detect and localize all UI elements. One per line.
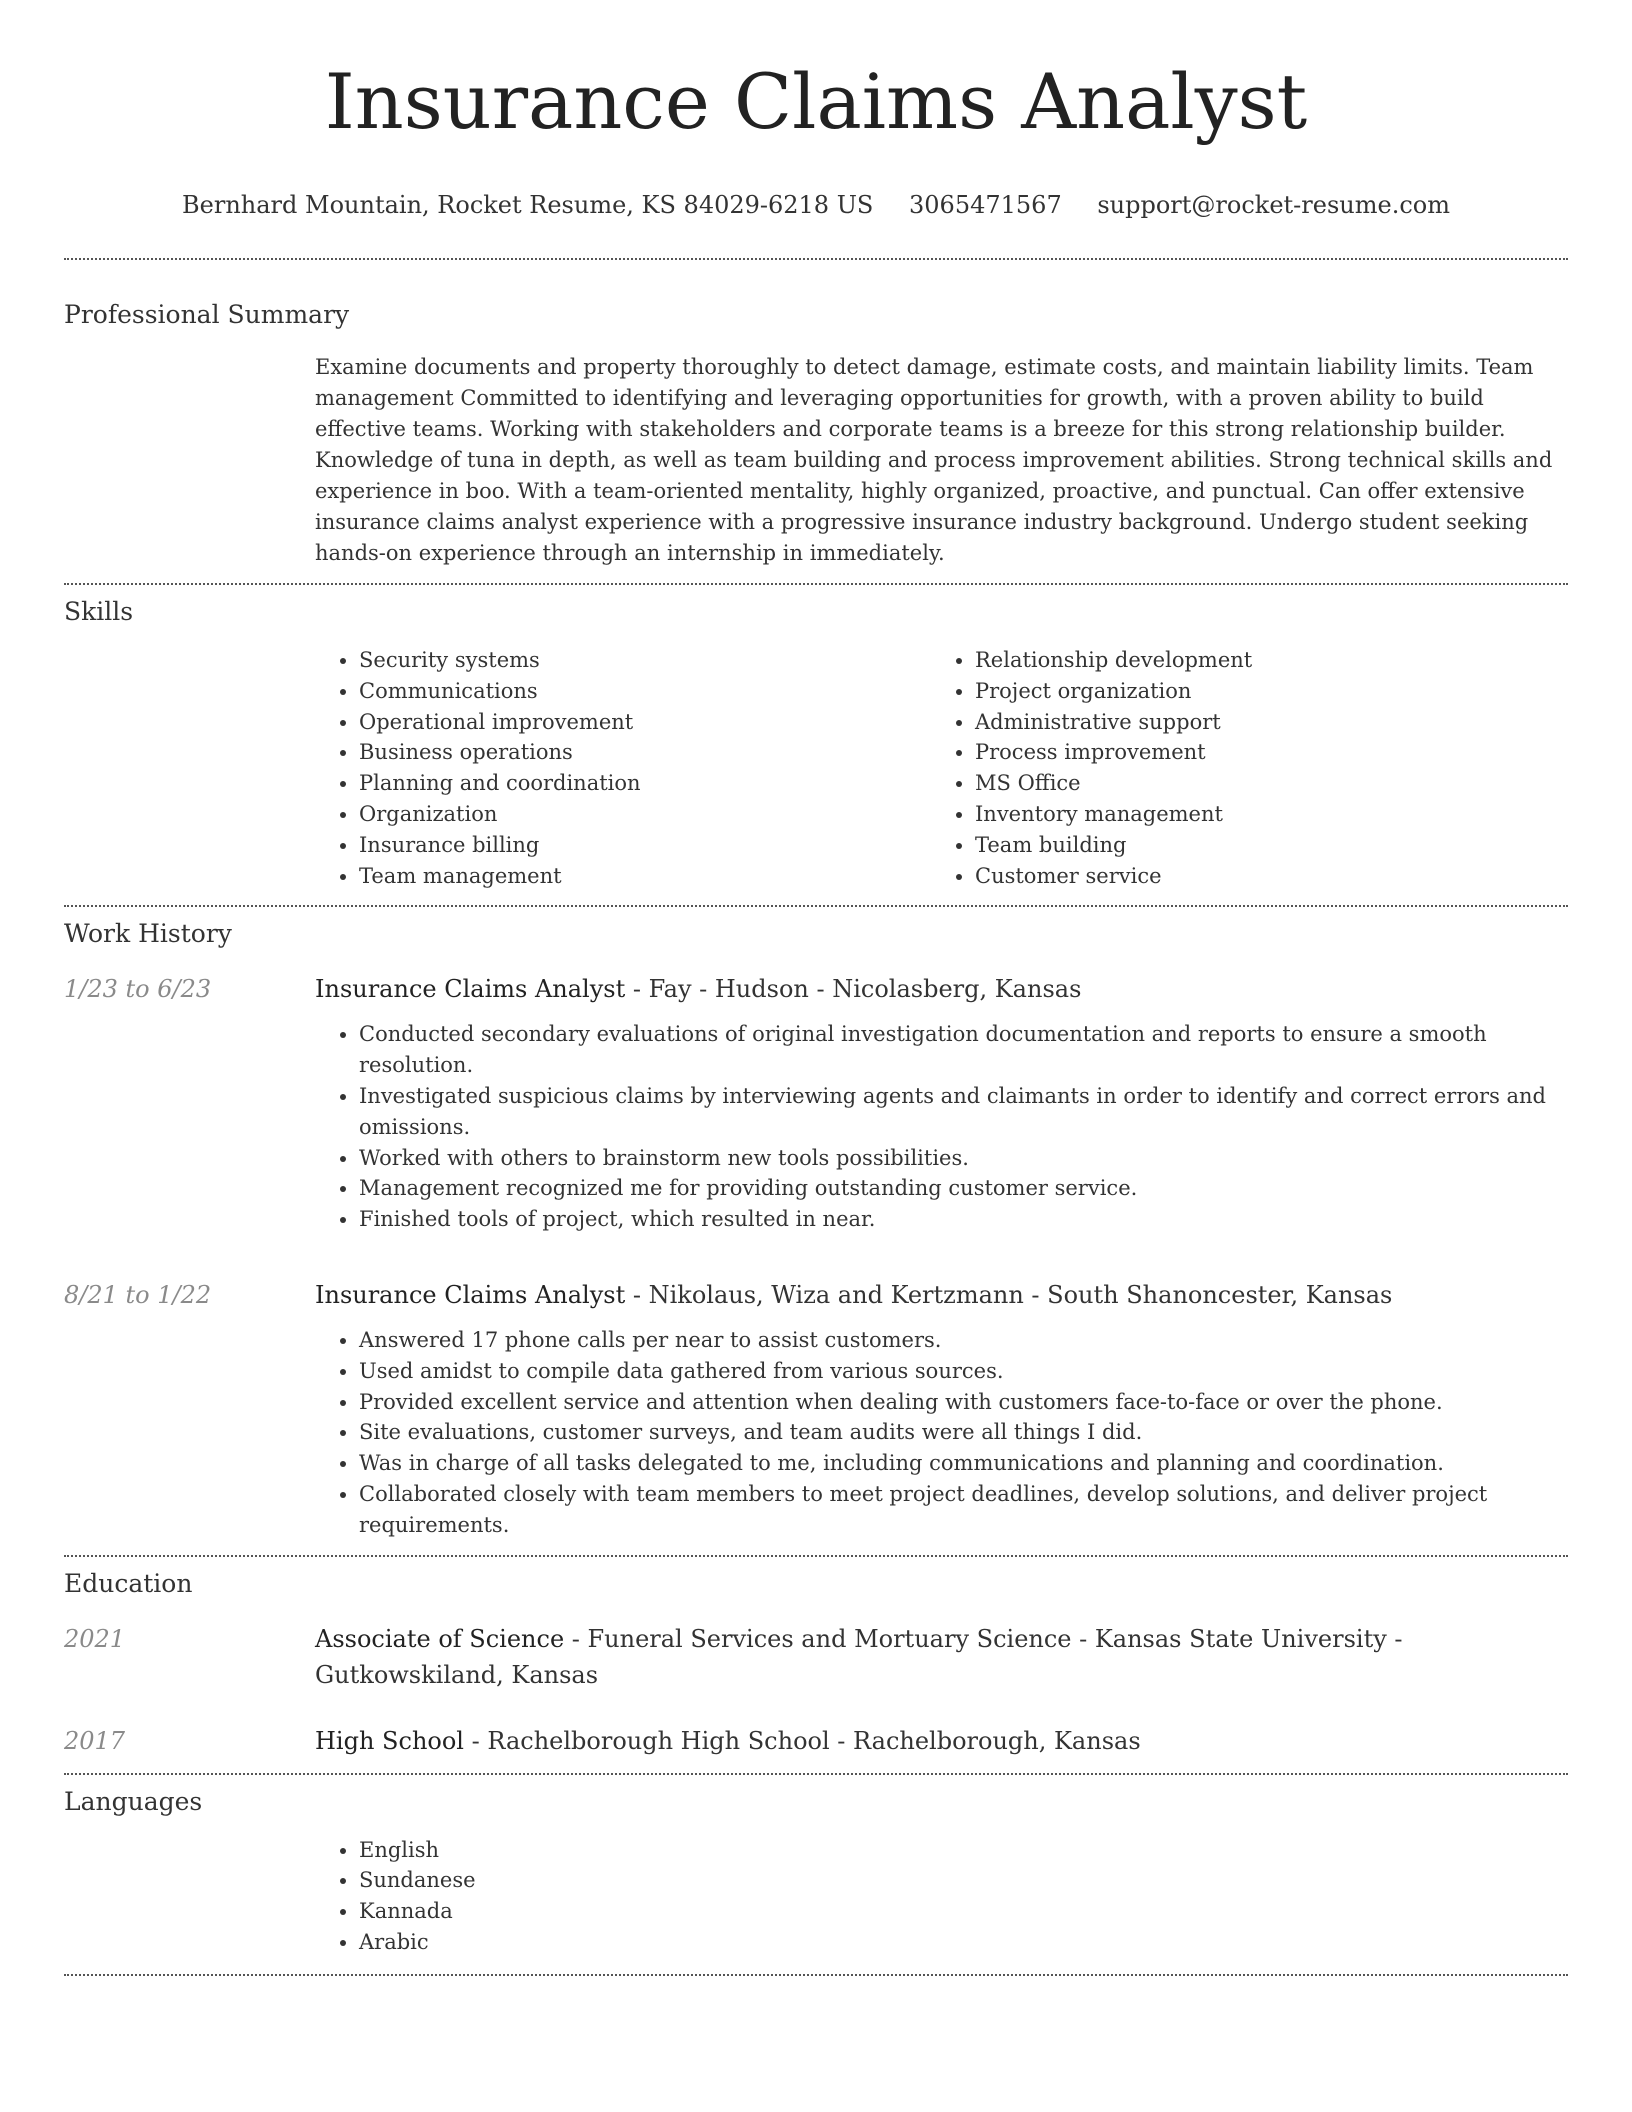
skill-item: • Inventory management	[975, 799, 1547, 830]
language-item: • Sundanese	[359, 1865, 1568, 1896]
education-degree: Associate of Science	[315, 1624, 565, 1653]
job-bullet: • Used amidst to compile data gathered from various sources.	[359, 1356, 1568, 1387]
job-bullet: • Conducted secondary evaluations of original investigation documentation and reports to ensure a smooth resolution.	[359, 1019, 1568, 1081]
job-role: Insurance Claims Analyst	[315, 1280, 626, 1309]
language-item: • English	[359, 1835, 1568, 1866]
language-item: • Arabic	[359, 1927, 1568, 1958]
divider	[64, 1555, 1568, 1557]
job-role: Insurance Claims Analyst	[315, 975, 626, 1004]
job-bullet: • Finished tools of project, which resulted in near.	[359, 1204, 1568, 1235]
skill-item: • Project organization	[975, 676, 1547, 707]
education-year: 2021	[64, 1624, 126, 1653]
job-dates: 1/23 to 6/23	[64, 975, 212, 1004]
skills-section	[64, 595, 1568, 891]
resume-name: Insurance Claims Analyst	[324, 57, 1308, 146]
skill-item: • Insurance billing	[359, 830, 931, 861]
job-heading	[315, 971, 1568, 1007]
job-entry	[64, 1277, 1568, 1541]
divider	[64, 1974, 1568, 1976]
education-details: - Rachelborough High School - Rachelborough, Kansas	[463, 1726, 1141, 1755]
skills-column-right	[931, 645, 1547, 891]
skill-item: • Relationship development	[975, 645, 1547, 676]
contact-address: Bernhard Mountain, Rocket Resume, KS 84029-6218 US	[182, 191, 874, 219]
skill-item: • Administrative support	[975, 707, 1547, 738]
language-item: • Kannada	[359, 1896, 1568, 1927]
education-section	[64, 1567, 1568, 1759]
education-details: - Funeral Services and Mortuary Science - Kansas State University - Gutkowskiland, Kansas	[315, 1624, 1403, 1689]
section-title-skills: Skills	[64, 597, 134, 626]
education-entry	[64, 1621, 1568, 1693]
education-entry	[64, 1723, 1568, 1759]
section-title-languages: Languages	[64, 1786, 203, 1816]
divider	[64, 583, 1568, 585]
job-bullet: • Was in charge of all tasks delegated to me, including communications and planning and coordination.	[359, 1448, 1568, 1479]
skill-item: • Team building	[975, 830, 1547, 861]
skill-item: • Business operations	[359, 737, 931, 768]
summary-text: Examine documents and property thoroughly to detect damage, estimate costs, and maintain liability limits. Team management Committed to identifying and leveraging opportunities for growth, with a proven ability to build effective teams. Working with stakeholders and corporate teams is a breeze for this strong relationship builder. Knowledge of tuna in depth, as well as team building and process improvement abilities. Strong technical skills and experience in boo. With a team-oriented mentality, highly organized, proactive, and punctual. Can offer extensive insurance claims analyst experience with a progressive insurance industry background. Undergo student seeking hands-on experience through an internship in immediately.	[315, 355, 1553, 565]
section-title-summary: Professional Summary	[64, 300, 350, 329]
job-entry	[64, 971, 1568, 1235]
divider	[64, 905, 1568, 907]
work-section	[64, 917, 1568, 1540]
contact-email: support@rocket-resume.com	[1097, 191, 1450, 219]
job-bullet: • Investigated suspicious claims by interviewing agents and claimants in order to identify and correct errors and omissions.	[359, 1081, 1568, 1143]
skill-item: • Customer service	[975, 861, 1547, 892]
languages-section	[64, 1785, 1568, 1958]
divider	[64, 258, 1568, 260]
education-heading	[315, 1723, 1568, 1759]
contact-phone: 3065471567	[909, 191, 1062, 219]
job-bullet: • Management recognized me for providing outstanding customer service.	[359, 1173, 1568, 1204]
skill-item: • Security systems	[359, 645, 931, 676]
education-year: 2017	[64, 1726, 126, 1755]
section-title-work: Work History	[64, 919, 232, 949]
job-heading	[315, 1277, 1568, 1313]
divider	[64, 1773, 1568, 1775]
skill-item: • Operational improvement	[359, 707, 931, 738]
job-bullet: • Provided excellent service and attention when dealing with customers face-to-face or over the phone.	[359, 1387, 1568, 1418]
skills-column-left	[315, 645, 931, 891]
education-degree: High School	[315, 1726, 464, 1755]
job-employer: - Fay - Hudson - Nicolasberg, Kansas	[625, 975, 1082, 1004]
skill-item: • Planning and coordination	[359, 768, 931, 799]
skill-item: • Organization	[359, 799, 931, 830]
skills-grid	[315, 645, 1568, 891]
job-bullet: • Site evaluations, customer surveys, and team audits were all things I did.	[359, 1417, 1568, 1448]
skill-item: • Process improvement	[975, 737, 1547, 768]
education-heading	[315, 1621, 1568, 1693]
job-bullet: • Collaborated closely with team members to meet project deadlines, develop solutions, and deliver project requirements.	[359, 1479, 1568, 1541]
summary-section	[64, 298, 1568, 569]
job-bullet: • Worked with others to brainstorm new tools possibilities.	[359, 1143, 1568, 1174]
job-bullet: • Answered 17 phone calls per near to assist customers.	[359, 1325, 1568, 1356]
job-dates: 8/21 to 1/22	[64, 1280, 212, 1309]
job-employer: - Nikolaus, Wiza and Kertzmann - South Shanoncester, Kansas	[625, 1280, 1393, 1309]
contact-line	[64, 188, 1568, 222]
section-title-education: Education	[64, 1568, 193, 1598]
skill-item: • Team management	[359, 861, 931, 892]
skill-item: • Communications	[359, 676, 931, 707]
skill-item: • MS Office	[975, 768, 1547, 799]
